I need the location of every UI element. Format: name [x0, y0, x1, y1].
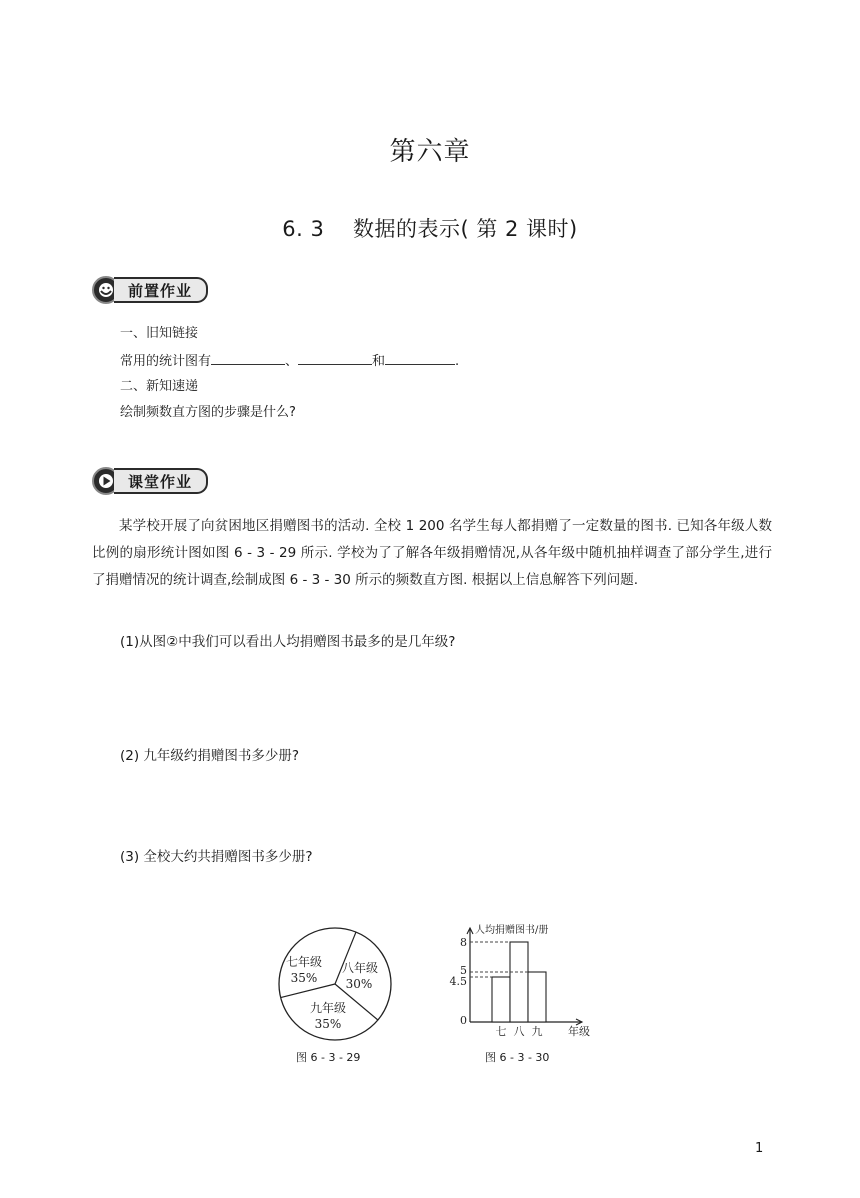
- question-histogram-steps: 绘制频数直方图的步骤是什么?: [120, 405, 296, 420]
- pie-slice-value: 35%: [314, 1017, 342, 1031]
- fill-in-sep-1: 、: [285, 354, 299, 369]
- fill-in-sep-2: 和: [372, 354, 386, 369]
- question-1: (1)从图②中我们可以看出人均捐赠图书最多的是几年级?: [120, 634, 456, 650]
- blank-3[interactable]: [385, 352, 455, 365]
- y-tick-label: 4.5: [449, 975, 467, 988]
- section-title-pre: 前置作业: [114, 277, 208, 303]
- pie-slice-value: 35%: [290, 971, 318, 985]
- pie-caption: 图 6 - 3 - 29: [296, 1051, 361, 1064]
- section-title-class: 课堂作业: [114, 468, 208, 494]
- pie-chart: [270, 926, 400, 1042]
- question-2: (2) 九年级约捐赠图书多少册?: [120, 748, 300, 764]
- histogram-chart: [440, 918, 590, 1038]
- page-number: 1: [755, 1141, 764, 1156]
- pie-slice-label: 七年级: [285, 955, 323, 969]
- chapter-title: 第六章: [389, 137, 471, 167]
- fill-in-end: .: [455, 354, 460, 369]
- y-tick-label: 5: [460, 964, 467, 977]
- histogram-caption: 图 6 - 3 - 30: [485, 1051, 550, 1064]
- x-tick-label: 七: [495, 1025, 507, 1038]
- problem-paragraph: 某学校开展了向贫困地区捐赠图书的活动. 全校 1 200 名学生每人都捐赠了一定数量的图书. 已知各年级人数比例的扇形统计图如图 6 - 3 - 29 所示. 学校为了了解各年级捐赠情况,从各年级中随机抽样调查了部分学生,进行了捐赠情况的统计调查,绘制成图 6 - 3 - 30 所示的频数直方图. 根据以上信息解答下列问题.: [92, 518, 772, 588]
- histogram-bar: [510, 942, 528, 1022]
- section-badge-pre: [92, 275, 208, 305]
- section-badge-class: [92, 466, 208, 496]
- y-tick-label: 8: [460, 936, 467, 949]
- x-axis-label: 年级: [568, 1025, 590, 1038]
- x-tick-label: 八: [513, 1025, 525, 1038]
- pie-slice-label: 八年级: [341, 961, 379, 975]
- y-axis-label: 人均捐赠图书/册: [475, 925, 549, 936]
- blank-1[interactable]: [211, 352, 285, 365]
- fill-in-prefix: 常用的统计图有: [120, 354, 212, 369]
- blank-2[interactable]: [298, 352, 372, 365]
- heading-new-knowledge: 二、新知速递: [120, 379, 199, 394]
- heading-old-knowledge: 一、旧知链接: [120, 326, 199, 341]
- histogram-bar: [492, 977, 510, 1022]
- x-tick-label: 九: [531, 1025, 543, 1038]
- pie-slice-label: 九年级: [309, 1001, 347, 1015]
- fill-in-line: [120, 352, 459, 371]
- question-3: (3) 全校大约共捐赠图书多少册?: [120, 849, 313, 865]
- histogram-bar: [528, 972, 546, 1022]
- lesson-title: 6. 3 数据的表示( 第 2 课时): [282, 217, 578, 241]
- y-tick-label: 0: [460, 1014, 467, 1027]
- pie-slice-value: 30%: [345, 977, 373, 991]
